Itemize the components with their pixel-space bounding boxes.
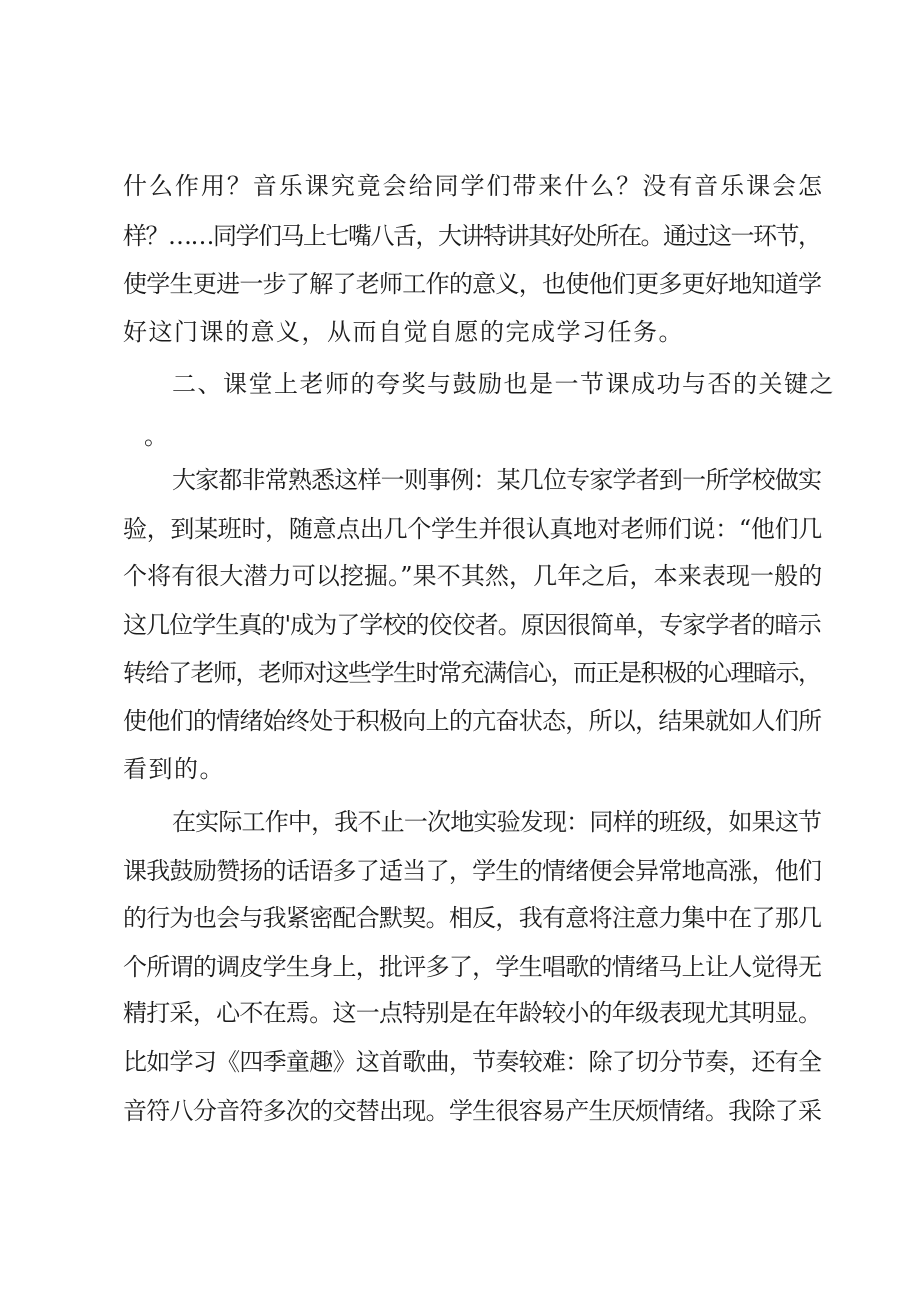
text-line: 。 xyxy=(144,422,170,450)
text-line: 这几位学生真的'成为了学校的佼佼者。原因很简单，专家学者的暗示 xyxy=(123,611,821,639)
text-line: 在实际工作中，我不止一次地实验发现：同样的班级，如果这节 xyxy=(172,808,822,836)
text-line: 课我鼓励赞扬的话语多了适当了，学生的情绪便会异常地高涨，他们 xyxy=(123,857,822,885)
text-line: 看到的。 xyxy=(123,755,225,783)
text-line: 样？……同学们马上七嘴八舌，大讲特讲其好处所在。通过这一环节， xyxy=(123,222,821,250)
section-heading: 二、课堂上老师的夸奖与鼓励也是一节课成功与否的关键之 xyxy=(172,370,835,398)
text-line: 验，到某班时，随意点出几个学生并很认真地对老师们说：“他们几 xyxy=(123,515,822,543)
text-line: 使他们的情绪始终处于积极向上的亢奋状态，所以，结果就如人们所 xyxy=(123,707,822,735)
text-line: 精打采，心不在焉。这一点特别是在年龄较小的年级表现尤其明显。 xyxy=(123,999,822,1027)
text-line: 音符八分音符多次的交替出现。学生很容易产生厌烦情绪。我除了采 xyxy=(123,1097,822,1125)
text-line: 的行为也会与我紧密配合默契。相反，我有意将注意力集中在了那几 xyxy=(123,904,822,932)
text-line: 使学生更进一步了解了老师工作的意义，也使他们更多更好地知道学 xyxy=(123,270,822,298)
text-line: 好这门课的意义，从而自觉自愿的完成学习任务。 xyxy=(123,318,684,346)
text-line: 转给了老师，老师对这些学生时常充满信心，而正是积极的心理暗示， xyxy=(123,659,821,687)
text-line: 什么作用？音乐课究竟会给同学们带来什么？没有音乐课会怎 xyxy=(123,172,824,200)
text-line: 个将有很大潜力可以挖掘。”果不其然，几年之后，本来表现一般的 xyxy=(123,562,823,590)
text-line: 大家都非常熟悉这样一则事例：某几位专家学者到一所学校做实 xyxy=(172,466,822,494)
text-line: 个所谓的调皮学生身上，批评多了，学生唱歌的情绪马上让人觉得无 xyxy=(123,953,822,981)
text-line: 比如学习《四季童趣》这首歌曲，节奏较难：除了切分节奏，还有全 xyxy=(123,1048,822,1076)
